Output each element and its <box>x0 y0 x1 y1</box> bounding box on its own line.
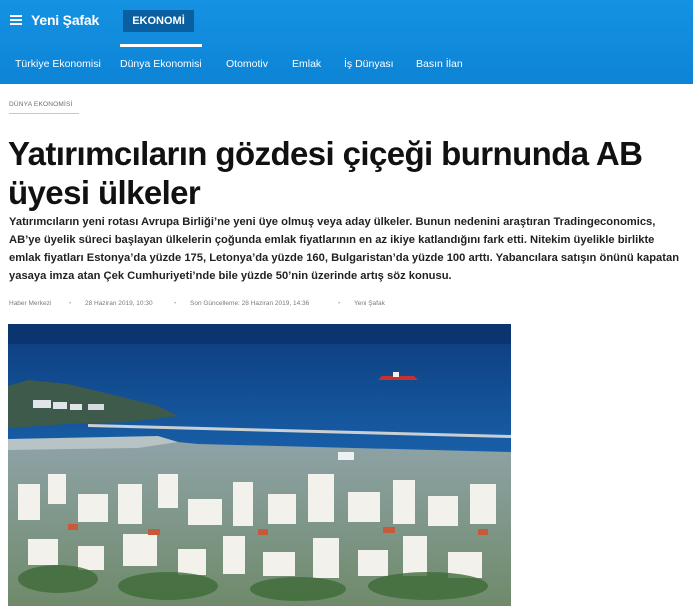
category-tag[interactable]: DÜNYA EKONOMİSİ <box>9 101 73 108</box>
category-underline <box>9 113 79 114</box>
category-nav <box>0 46 693 82</box>
section-badge[interactable]: EKONOMİ <box>123 10 194 32</box>
nav-item-dunya-ekonomisi[interactable]: Dünya Ekonomisi <box>120 46 202 82</box>
meta-published: 28 Haziran 2019, 10:30 <box>85 300 153 307</box>
meta-separator: • <box>69 300 72 307</box>
site-header <box>0 0 693 84</box>
nav-item-otomotiv[interactable]: Otomotiv <box>226 58 269 70</box>
article-title: Yatırımcıların gözdesi çiçeği burnunda AB üyesi ülkeler <box>8 135 643 211</box>
nav-item-is-dunyasi[interactable]: İş Dünyası <box>344 58 394 70</box>
nav-item-emlak[interactable]: Emlak <box>292 58 322 70</box>
hamburger-menu-icon[interactable] <box>10 15 22 25</box>
meta-updated: Son Güncelleme: 28 Haziran 2019, 14:36 <box>190 300 310 307</box>
site-logo[interactable]: Yeni Şafak <box>31 12 100 28</box>
meta-publisher: Yeni Şafak <box>354 300 385 307</box>
article-summary: Yatırımcıların yeni rotası Avrupa Birliği’ne yeni üye olmuş veya aday ülkeler. Bunun nedenini araştıran Tradingeconomics, AB’ye üyelik süreci başlayan ülkelerin çoğunda emlak fiyatlarının en az ikiye katlandığını fark etti. Nitekim üyelikle birlikte emlak fiyatları Estonya’da yüzde 175, Letonya’da yüzde 160, Bulgaristan’da yüzde 100 arttı. Yabancılara satışın önünü kapatan yasaya imza atan Çek Cumhuriyeti’nde bile yüzde 50’nin üzerinde artış söz konusu. <box>9 216 680 282</box>
meta-source: Haber Merkezi <box>9 300 52 307</box>
nav-item-basin-ilan[interactable]: Basın İlan <box>416 58 463 70</box>
article-photo-coastal-city <box>8 324 511 606</box>
meta-separator: • <box>174 300 177 307</box>
meta-separator: • <box>338 300 341 307</box>
nav-item-turkiye-ekonomisi[interactable]: Türkiye Ekonomisi <box>15 58 101 70</box>
